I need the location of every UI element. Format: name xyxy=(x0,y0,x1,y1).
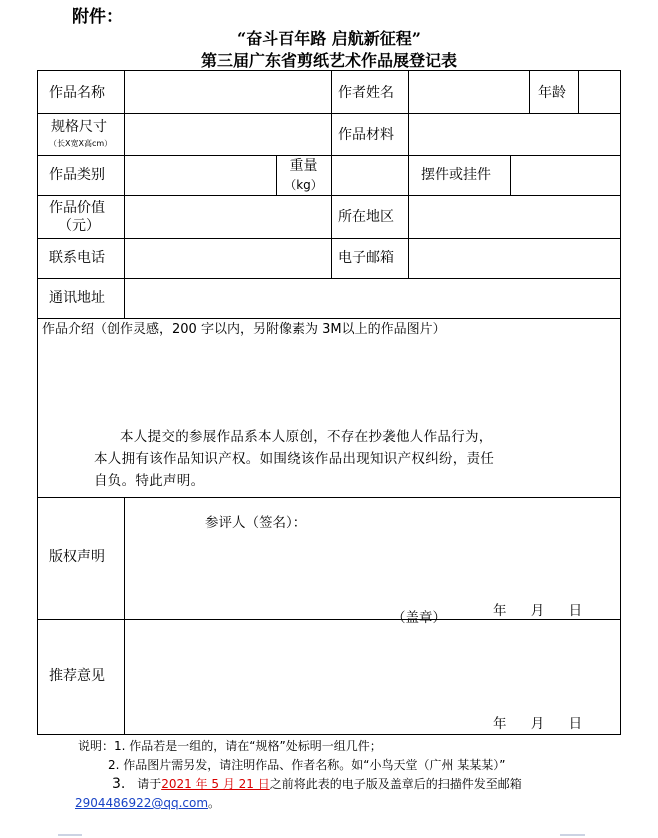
signer-label: 参评人（签名）： xyxy=(205,515,307,531)
notes-lead: 说明： xyxy=(78,739,115,753)
row-line xyxy=(38,238,620,239)
note-2 xyxy=(78,756,522,775)
recommend-date xyxy=(493,712,582,732)
year-label: 年 xyxy=(493,716,507,732)
display-mode-label: 摆件或挂件 xyxy=(421,167,491,183)
row-line xyxy=(38,155,620,156)
note-3-number: 3. xyxy=(112,776,126,792)
title-line-1: “奋斗百年路 启航新征程” xyxy=(237,29,421,48)
declaration-line: 自负。特此声明。 xyxy=(94,473,205,489)
email-tail: 。 xyxy=(208,796,221,810)
attachment-label: 附件： xyxy=(72,7,123,27)
note-2-text: 2. 作品图片需另发，请注明作品、作者名称。如“小鸟天堂（广州 某某某）” xyxy=(108,758,506,772)
note-1-text: 1. 作品若是一组的，请在“规格”处标明一组几件； xyxy=(114,739,382,753)
material-label: 作品材料 xyxy=(338,127,394,143)
work-name-label: 作品名称 xyxy=(49,85,105,101)
value-unit-label: （元） xyxy=(58,218,100,234)
copyright-declaration xyxy=(94,426,578,492)
day-label: 日 xyxy=(568,716,583,732)
col-line xyxy=(529,71,530,113)
intro-label: 作品介绍（创作灵感，200 字以内，另附像素为 3M以上的作品图片） xyxy=(42,322,446,337)
col-line xyxy=(124,497,125,734)
copyright-label: 版权声明 xyxy=(49,549,105,565)
declaration-line: 本人提交的参展作品系本人原创，不存在抄袭他人作品行为， xyxy=(120,429,493,445)
declaration-line: 本人拥有该作品知识产权。如围绕该作品出现知识产权纠纷，责任 xyxy=(94,451,495,467)
recommend-label: 推荐意见 xyxy=(49,668,105,684)
row-line xyxy=(38,195,620,196)
email-label: 电子邮箱 xyxy=(338,250,394,266)
note-3-pre: 请于 xyxy=(137,777,162,791)
col-line xyxy=(331,71,332,155)
registration-form xyxy=(37,70,621,735)
col-line xyxy=(510,155,511,195)
col-line xyxy=(331,155,332,195)
phone-label: 联系电话 xyxy=(49,250,105,266)
month-label: 月 xyxy=(530,603,545,619)
row-line xyxy=(38,497,620,498)
declaration-date xyxy=(493,599,582,619)
row-line xyxy=(38,619,620,620)
weight-unit-label: （kg） xyxy=(284,178,323,192)
author-name-label: 作者姓名 xyxy=(338,85,394,101)
size-hint: （长X宽X高cm） xyxy=(49,139,113,148)
col-line xyxy=(124,71,125,318)
size-label: 规格尺寸 xyxy=(51,119,107,135)
title-line-2: 第三届广东省剪纸艺术作品展登记表 xyxy=(200,51,457,70)
submission-email-link[interactable]: 2904486922@qq.com xyxy=(75,796,209,810)
col-line xyxy=(408,71,409,278)
value-label: 作品价值 xyxy=(49,200,105,216)
age-label: 年龄 xyxy=(538,85,566,101)
row-line xyxy=(38,113,620,114)
col-line xyxy=(331,195,332,278)
weight-label: 重量 xyxy=(289,158,318,174)
page-bottom-marks xyxy=(0,834,658,836)
address-label: 通讯地址 xyxy=(49,290,105,306)
note-3-post: 之前将此表的电子版及盖章后的扫描件发至邮箱 xyxy=(269,777,522,791)
category-label: 作品类别 xyxy=(49,167,105,183)
row-line xyxy=(38,278,620,279)
col-line xyxy=(578,71,579,113)
deadline-date: 2021 年 5 月 21 日 xyxy=(161,777,270,791)
notes xyxy=(75,737,522,813)
seal-label: （盖章） xyxy=(392,610,446,626)
note-3 xyxy=(78,775,522,794)
day-label: 日 xyxy=(568,603,583,619)
month-label: 月 xyxy=(530,716,545,732)
region-label: 所在地区 xyxy=(338,209,394,225)
note-3-email-row xyxy=(75,794,522,813)
year-label: 年 xyxy=(493,603,507,619)
note-1 xyxy=(78,737,522,756)
